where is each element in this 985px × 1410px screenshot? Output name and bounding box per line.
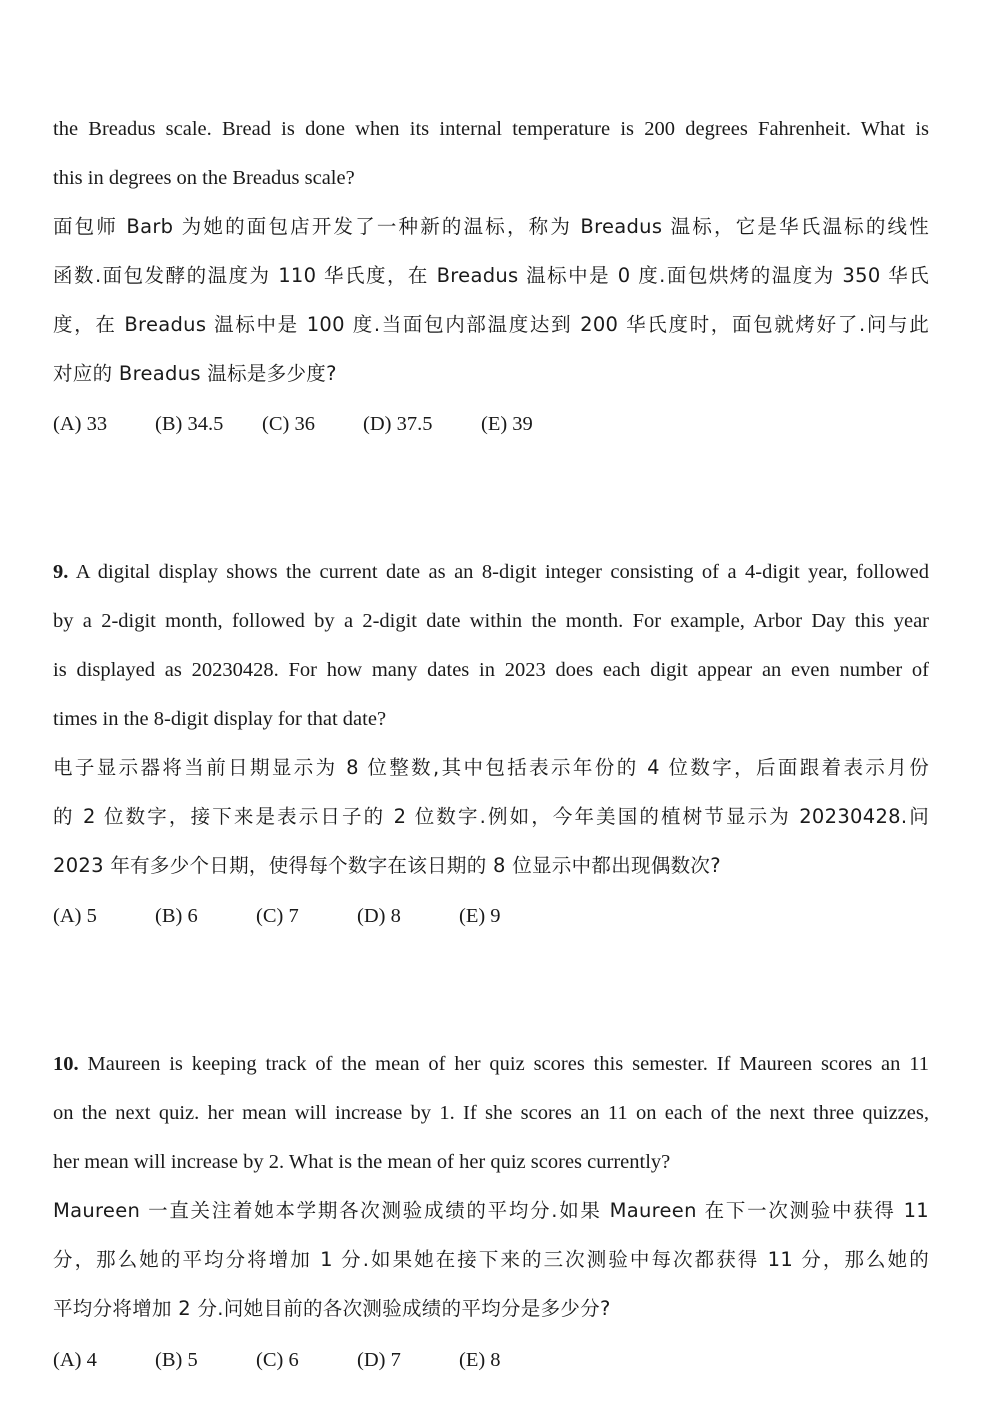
q10-choice-a: (A) 4 bbox=[53, 1349, 97, 1371]
q10-en-line-2: on the next quiz. her mean will increase by 1. If she scores an 11 on each of the next three quizzes, bbox=[53, 1102, 929, 1124]
q9-en-line-3: is displayed as 20230428. For how many dates in 2023 does each digit appear an even number of bbox=[53, 659, 929, 681]
q10-zh-line-3: 平均分将增加 2 分.问她目前的各次测验成绩的平均分是多少分? bbox=[53, 1297, 611, 1320]
q9-en-line-2: by a 2-digit month, followed by a 2-digit date within the month. For example, Arbor Day this year bbox=[53, 610, 929, 632]
q9-en-line-1-text: A digital display shows the current date as an 8-digit integer consisting of a 4-digit year, followed bbox=[68, 561, 929, 583]
q10-zh-line-1: Maureen 一直关注着她本学期各次测验成绩的平均分.如果 Maureen 在下一次测验中获得 11 bbox=[53, 1199, 929, 1222]
q10-en-line-3: her mean will increase by 2. What is the mean of her quiz scores currently? bbox=[53, 1151, 671, 1173]
q10-choice-d: (D) 7 bbox=[357, 1349, 401, 1371]
q9-zh-line-1: 电子显示器将当前日期显示为 8 位整数,其中包括表示年份的 4 位数字，后面跟着表示月份 bbox=[53, 756, 929, 779]
q10-en-line-1-text: Maureen is keeping track of the mean of her quiz scores this semester. If Maureen scores an 11 bbox=[78, 1053, 929, 1075]
q9-zh-line-3: 2023 年有多少个日期，使得每个数字在该日期的 8 位显示中都出现偶数次? bbox=[53, 854, 721, 877]
q9-choice-b: (B) 6 bbox=[155, 905, 198, 927]
q10-choice-b: (B) 5 bbox=[155, 1349, 198, 1371]
q8-zh-line-1: 面包师 Barb 为她的面包店开发了一种新的温标，称为 Breadus 温标，它是华氏温标的线性 bbox=[53, 215, 929, 238]
q9-number: 9. bbox=[53, 561, 69, 583]
q8-choice-e: (E) 39 bbox=[481, 413, 533, 435]
q8-zh-line-4: 对应的 Breadus 温标是多少度? bbox=[53, 362, 337, 385]
q9-en-line-4: times in the 8-digit display for that date? bbox=[53, 708, 387, 730]
q10-zh-line-2: 分，那么她的平均分将增加 1 分.如果她在接下来的三次测验中每次都获得 11 分，那么她的 bbox=[53, 1248, 929, 1271]
q9-choice-d: (D) 8 bbox=[357, 905, 401, 927]
q10-choice-e: (E) 8 bbox=[459, 1349, 501, 1371]
q9-zh-line-2: 的 2 位数字，接下来是表示日子的 2 位数字.例如，今年美国的植树节显示为 20230428.问 bbox=[53, 805, 929, 828]
q10-choice-c: (C) 6 bbox=[256, 1349, 299, 1371]
q8-choice-c: (C) 36 bbox=[262, 413, 315, 435]
q8-zh-line-2: 函数.面包发酵的温度为 110 华氏度，在 Breadus 温标中是 0 度.面包烘烤的温度为 350 华氏 bbox=[53, 264, 929, 287]
q10-en-line-1 bbox=[53, 1049, 929, 1079]
q8-zh-line-3: 度，在 Breadus 温标中是 100 度.当面包内部温度达到 200 华氏度时，面包就烤好了.问与此 bbox=[53, 313, 929, 336]
q8-choice-d: (D) 37.5 bbox=[363, 413, 433, 435]
q8-en-line-1: the Breadus scale. Bread is done when its internal temperature is 200 degrees Fahrenheit. What is bbox=[53, 118, 929, 140]
q9-choice-e: (E) 9 bbox=[459, 905, 501, 927]
q9-choice-c: (C) 7 bbox=[256, 905, 299, 927]
q9-choice-a: (A) 5 bbox=[53, 905, 97, 927]
q10-number: 10. bbox=[53, 1053, 79, 1075]
q8-choice-a: (A) 33 bbox=[53, 413, 108, 435]
q8-en-line-2: this in degrees on the Breadus scale? bbox=[53, 167, 355, 189]
q9-en-line-1 bbox=[53, 557, 929, 587]
q8-choice-b: (B) 34.5 bbox=[155, 413, 224, 435]
